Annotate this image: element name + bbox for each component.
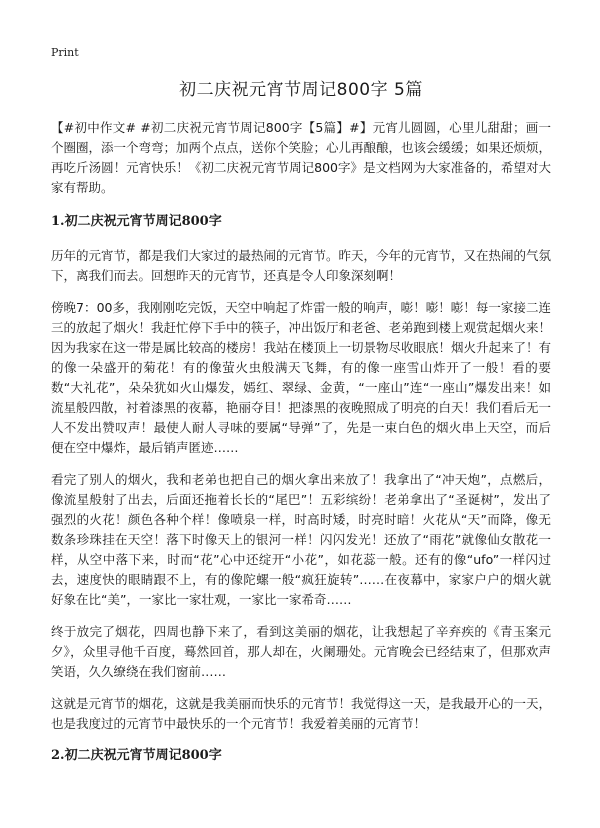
section-heading: 2.初二庆祝元宵节周记800字: [51, 748, 222, 763]
section-2: [51, 746, 551, 766]
print-link[interactable]: Print: [51, 46, 79, 59]
section-heading: 1.初二庆祝元宵节周记800字: [51, 214, 222, 229]
intro-paragraph: 【#初中作文# #初二庆祝元宵节周记800字【5篇】#】元宵儿圆圆，心里儿甜甜；画一个圈圈，添一个弯弯；加两个点点，送你个笑脸；心儿再酿酿，也该会缓缓；如果还烦烦，再吃斤汤圆！元宵快乐！《初二庆祝元宵节周记800字》是文档网为大家准备的，希望对大家有帮助。: [51, 120, 552, 195]
section-1: [51, 212, 551, 734]
paragraph: 终于放完了烟花，四周也静下来了，看到这美丽的烟花，让我想起了辛弃疾的《青玉案元夕》，众里寻他千百度，蓦然回首，那人却在，火阑珊处。元宵晚会已经结束了，但那欢声笑语，久久缭绕在我们窗前……: [51, 624, 551, 679]
paragraph: 看完了别人的烟火，我和老弟也把自己的烟火拿出来放了！我拿出了“冲天炮”，点燃后，像流星般射了出去，后面还拖着长长的“尾巴”！五彩缤纷！老弟拿出了“圣诞树”，发出了强烈的火花！颜色各种个样！像喷泉一样，时高时矮，时亮时暗！火花从“天”而降，像无数条珍珠挂在天空！落下时像天上的银河一样！闪闪发光！还放了“雨花”就像仙女散花一样，从空中落下来，时而“花”心中还绽开“小花”，如花蕊一般。还有的像“ufo”一样闪过去，速度快的眼睛跟不上，有的像陀螺一般“疯狂旋转”……在夜幕中，家家户户的烟火就好象在比“美”，一家比一家壮观，一家比一家希奇……: [51, 472, 551, 607]
document-title: 初二庆祝元宵节周记800字 5篇: [179, 80, 423, 100]
paragraph: 傍晚7：00多，我刚刚吃完饭，天空中响起了炸雷一般的响声，嘭！嘭！嘭！每一家接二连三的放起了烟火！我赶忙停下手中的筷子，冲出饭厅和老爸、老弟跑到楼上观赏起烟火来！因为我家在这一带是属比较高的楼房！我站在楼顶上一切景物尽收眼底！烟火升起来了！有的像一朵盛开的菊花！有的像萤火虫般满天飞舞，有的像一座雪山炸开了一般！看的要数“大礼花”，朵朵犹如火山爆发，嫣红、翠绿、金黄，“一座山”连“一座山”爆发出来！如流星般四散，衬着漆黑的夜幕，艳丽夺目！把漆黑的夜晚照成了明亮的白天！我们看后无一人不发出赞叹声！最使人耐人寻味的要属“导弹”了，先是一束白色的烟火串上天空，而后便在空中爆炸，最后销声匿迹……: [51, 300, 552, 455]
paragraph: 历年的元宵节，都是我们大家过的最热闹的元宵节。昨天，今年的元宵节，又在热闹的气氛下，离我们而去。回想昨天的元宵节，还真是令人印象深刻啊！: [51, 248, 552, 283]
paragraph: 这就是元宵节的烟花，这就是我美丽而快乐的元宵节！我觉得这一天，是我最开心的一天，也是我度过的元宵节中最快乐的一个元宵节！我爱着美丽的元宵节！: [51, 696, 552, 731]
document-page: [51, 78, 551, 780]
